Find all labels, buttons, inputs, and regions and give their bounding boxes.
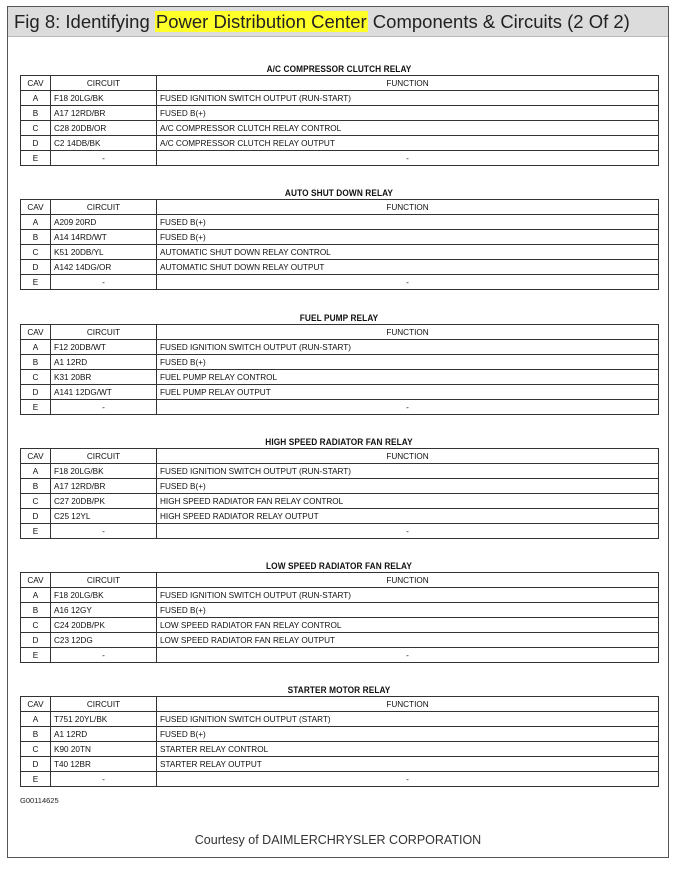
title-highlight: Power Distribution Center (155, 11, 367, 32)
cav-cell: E (21, 772, 51, 787)
table-row (21, 464, 659, 479)
table-header-row (21, 76, 659, 91)
cav-cell: C (21, 245, 51, 260)
function-cell: AUTOMATIC SHUT DOWN RELAY OUTPUT (157, 260, 659, 275)
function-cell: A/C COMPRESSOR CLUTCH RELAY OUTPUT (157, 136, 659, 151)
header-circuit: CIRCUIT (51, 76, 157, 91)
header-cav: CAV (21, 325, 51, 340)
relay-table (20, 75, 659, 166)
header-cav: CAV (21, 573, 51, 588)
table-row (21, 618, 659, 633)
cav-cell: C (21, 742, 51, 757)
function-cell: LOW SPEED RADIATOR FAN RELAY CONTROL (157, 618, 659, 633)
circuit-cell: A141 12DG/WT (51, 385, 157, 400)
relay-section-title: STARTER MOTOR RELAY (287, 685, 391, 695)
cav-cell: D (21, 633, 51, 648)
circuit-cell: C27 20DB/PK (51, 494, 157, 509)
table-row (21, 772, 659, 787)
cav-cell: D (21, 136, 51, 151)
circuit-cell: A14 14RD/WT (51, 230, 157, 245)
cav-cell: C (21, 618, 51, 633)
header-cav: CAV (21, 449, 51, 464)
table-row (21, 494, 659, 509)
circuit-cell: A17 12RD/BR (51, 106, 157, 121)
circuit-cell: - (51, 648, 157, 663)
function-cell: FUEL PUMP RELAY OUTPUT (157, 385, 659, 400)
table-row (21, 245, 659, 260)
table-row (21, 340, 659, 355)
table-row (21, 400, 659, 415)
function-cell: FUSED B(+) (157, 603, 659, 618)
circuit-cell: - (51, 151, 157, 166)
function-cell: HIGH SPEED RADIATOR FAN RELAY CONTROL (157, 494, 659, 509)
cav-cell: E (21, 275, 51, 290)
table-row (21, 727, 659, 742)
title-suffix: Components & Circuits (2 Of 2) (367, 11, 630, 32)
figure-frame (7, 6, 669, 858)
circuit-cell: T751 20YL/BK (51, 712, 157, 727)
relay-section (20, 63, 658, 166)
circuit-cell: K31 20BR (51, 370, 157, 385)
header-circuit: CIRCUIT (51, 697, 157, 712)
circuit-cell: C23 12DG (51, 633, 157, 648)
circuit-cell: K51 20DB/YL (51, 245, 157, 260)
circuit-cell: - (51, 524, 157, 539)
circuit-cell: F18 20LG/BK (51, 91, 157, 106)
figure-title (14, 11, 630, 33)
header-cav: CAV (21, 76, 51, 91)
circuit-cell: K90 20TN (51, 742, 157, 757)
relay-section (20, 560, 658, 663)
table-header-row (21, 449, 659, 464)
cav-cell: A (21, 712, 51, 727)
header-cav: CAV (21, 697, 51, 712)
circuit-cell: - (51, 400, 157, 415)
function-cell: STARTER RELAY OUTPUT (157, 757, 659, 772)
function-cell: FUSED IGNITION SWITCH OUTPUT (RUN-START) (157, 340, 659, 355)
relay-table (20, 324, 659, 415)
table-row (21, 91, 659, 106)
table-row (21, 603, 659, 618)
relay-section (20, 684, 658, 787)
cav-cell: B (21, 106, 51, 121)
circuit-cell: C24 20DB/PK (51, 618, 157, 633)
table-header-row (21, 200, 659, 215)
table-row (21, 385, 659, 400)
header-circuit: CIRCUIT (51, 325, 157, 340)
header-function: FUNCTION (157, 325, 659, 340)
table-row (21, 648, 659, 663)
cav-cell: A (21, 340, 51, 355)
function-cell: - (157, 275, 659, 290)
circuit-cell: A17 12RD/BR (51, 479, 157, 494)
relay-section-title: HIGH SPEED RADIATOR FAN RELAY (265, 437, 413, 447)
table-row (21, 370, 659, 385)
table-header-row (21, 325, 659, 340)
table-row (21, 106, 659, 121)
cav-cell: D (21, 509, 51, 524)
function-cell: FUEL PUMP RELAY CONTROL (157, 370, 659, 385)
table-row (21, 524, 659, 539)
cav-cell: B (21, 727, 51, 742)
cav-cell: E (21, 524, 51, 539)
function-cell: FUSED B(+) (157, 355, 659, 370)
table-row (21, 215, 659, 230)
function-cell: - (157, 772, 659, 787)
function-cell: FUSED IGNITION SWITCH OUTPUT (RUN-START) (157, 588, 659, 603)
circuit-cell: - (51, 275, 157, 290)
cav-cell: B (21, 603, 51, 618)
cav-cell: B (21, 355, 51, 370)
function-cell: FUSED B(+) (157, 106, 659, 121)
circuit-cell: F18 20LG/BK (51, 464, 157, 479)
table-row (21, 230, 659, 245)
cav-cell: D (21, 385, 51, 400)
relay-table (20, 448, 659, 539)
circuit-cell: A1 12RD (51, 727, 157, 742)
figure-code: G00114625 (20, 796, 59, 805)
table-row (21, 712, 659, 727)
table-row (21, 275, 659, 290)
function-cell: HIGH SPEED RADIATOR RELAY OUTPUT (157, 509, 659, 524)
function-cell: STARTER RELAY CONTROL (157, 742, 659, 757)
relay-section (20, 312, 658, 415)
header-circuit: CIRCUIT (51, 200, 157, 215)
cav-cell: E (21, 151, 51, 166)
cav-cell: D (21, 757, 51, 772)
function-cell: LOW SPEED RADIATOR FAN RELAY OUTPUT (157, 633, 659, 648)
relay-table (20, 199, 659, 290)
relay-section-title: FUEL PUMP RELAY (299, 313, 379, 323)
relay-section-title: AUTO SHUT DOWN RELAY (284, 188, 394, 198)
header-function: FUNCTION (157, 697, 659, 712)
function-cell: FUSED IGNITION SWITCH OUTPUT (RUN-START) (157, 91, 659, 106)
circuit-cell: C28 20DB/OR (51, 121, 157, 136)
circuit-cell: A142 14DG/OR (51, 260, 157, 275)
cav-cell: E (21, 400, 51, 415)
table-row (21, 355, 659, 370)
cav-cell: A (21, 91, 51, 106)
circuit-cell: C25 12YL (51, 509, 157, 524)
table-row (21, 757, 659, 772)
relay-section (20, 436, 658, 539)
function-cell: A/C COMPRESSOR CLUTCH RELAY CONTROL (157, 121, 659, 136)
function-cell: AUTOMATIC SHUT DOWN RELAY CONTROL (157, 245, 659, 260)
header-cav: CAV (21, 200, 51, 215)
cav-cell: A (21, 588, 51, 603)
table-row (21, 479, 659, 494)
relay-section-title: A/C COMPRESSOR CLUTCH RELAY (266, 64, 412, 74)
header-function: FUNCTION (157, 76, 659, 91)
header-function: FUNCTION (157, 573, 659, 588)
circuit-cell: A16 12GY (51, 603, 157, 618)
function-cell: FUSED B(+) (157, 479, 659, 494)
table-row (21, 136, 659, 151)
cav-cell: D (21, 260, 51, 275)
cav-cell: C (21, 370, 51, 385)
cav-cell: E (21, 648, 51, 663)
cav-cell: C (21, 494, 51, 509)
table-row (21, 742, 659, 757)
header-circuit: CIRCUIT (51, 449, 157, 464)
function-cell: - (157, 400, 659, 415)
function-cell: - (157, 151, 659, 166)
function-cell: FUSED B(+) (157, 215, 659, 230)
header-function: FUNCTION (157, 200, 659, 215)
function-cell: FUSED B(+) (157, 230, 659, 245)
header-function: FUNCTION (157, 449, 659, 464)
title-prefix: Fig 8: Identifying (14, 11, 155, 32)
circuit-cell: F12 20DB/WT (51, 340, 157, 355)
header-circuit: CIRCUIT (51, 573, 157, 588)
relay-section (20, 187, 658, 290)
circuit-cell: A1 12RD (51, 355, 157, 370)
relay-section-title: LOW SPEED RADIATOR FAN RELAY (266, 561, 412, 571)
figure-title-bar (8, 7, 668, 37)
function-cell: - (157, 524, 659, 539)
table-header-row (21, 573, 659, 588)
relay-table (20, 572, 659, 663)
circuit-cell: T40 12BR (51, 757, 157, 772)
table-row (21, 121, 659, 136)
table-header-row (21, 697, 659, 712)
circuit-cell: C2 14DB/BK (51, 136, 157, 151)
function-cell: - (157, 648, 659, 663)
cav-cell: A (21, 464, 51, 479)
table-row (21, 260, 659, 275)
circuit-cell: - (51, 772, 157, 787)
cav-cell: C (21, 121, 51, 136)
table-row (21, 633, 659, 648)
courtesy-note: Courtesy of DAIMLERCHRYSLER CORPORATION (194, 833, 482, 847)
function-cell: FUSED IGNITION SWITCH OUTPUT (RUN-START) (157, 464, 659, 479)
circuit-cell: F18 20LG/BK (51, 588, 157, 603)
table-row (21, 151, 659, 166)
table-row (21, 588, 659, 603)
cav-cell: A (21, 215, 51, 230)
table-row (21, 509, 659, 524)
cav-cell: B (21, 230, 51, 245)
circuit-cell: A209 20RD (51, 215, 157, 230)
function-cell: FUSED IGNITION SWITCH OUTPUT (START) (157, 712, 659, 727)
relay-table (20, 696, 659, 787)
function-cell: FUSED B(+) (157, 727, 659, 742)
cav-cell: B (21, 479, 51, 494)
